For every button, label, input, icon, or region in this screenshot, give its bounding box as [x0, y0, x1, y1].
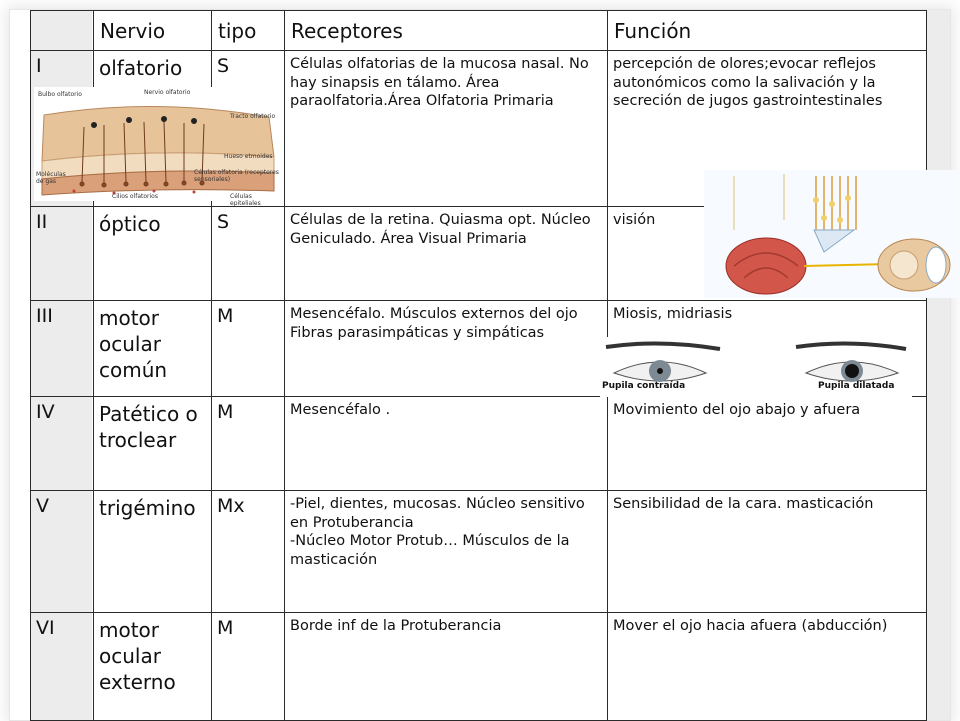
nerve-receptores: Mesencéfalo .: [285, 397, 608, 491]
header-receptores: Receptores: [285, 11, 608, 51]
table-row: [31, 491, 927, 613]
pupil-contracted-label: Pupila contraída: [602, 381, 686, 391]
header-nervio: Nervio: [94, 11, 212, 51]
nerve-funcion: Movimiento del ojo abajo y afuera: [608, 397, 927, 491]
nerve-funcion: Sensibilidad de la cara. masticación: [608, 491, 927, 613]
nerve-funcion: visión: [608, 207, 927, 301]
nerve-number: III: [31, 301, 94, 397]
header-num: [31, 11, 94, 51]
nerve-number: II: [31, 207, 94, 301]
nerve-type: M: [212, 397, 285, 491]
nerve-funcion: Miosis, midriasis: [608, 301, 927, 397]
nerve-number: I: [31, 51, 94, 207]
nerve-type: S: [212, 51, 285, 207]
optic-illustration: [704, 170, 958, 298]
nerve-name: motor ocular común: [94, 301, 212, 397]
nerve-type: S: [212, 207, 285, 301]
nerve-type: M: [212, 613, 285, 721]
pupil-illustration: [600, 337, 912, 397]
nerve-name: trigémino: [94, 491, 212, 613]
nerve-name: Patético o troclear: [94, 397, 212, 491]
label-nervio: Nervio olfatorio: [144, 89, 191, 96]
nerve-receptores: Mesencéfalo. Músculos externos del ojo Fibras parasimpáticas y simpáticas: [285, 301, 608, 397]
nerve-receptores: Células olfatorias de la mucosa nasal. No hay sinapsis en tálamo. Área paraolfatoria.Área Olfatoria Primaria: [285, 51, 608, 207]
header-funcion: Función: [608, 11, 927, 51]
nerve-number: VI: [31, 613, 94, 721]
nerve-funcion: Mover el ojo hacia afuera (abducción): [608, 613, 927, 721]
nerve-number: V: [31, 491, 94, 613]
optic-diagram-icon: [704, 170, 958, 298]
nerve-receptores: Borde inf de la Protuberancia: [285, 613, 608, 721]
label-bulbo: Bulbo olfatorio: [38, 91, 82, 98]
column-shade-right: [926, 10, 950, 720]
nerve-name: olfatorio: [94, 51, 212, 207]
olfactory-diagram-icon: [34, 87, 284, 201]
label-moleculas: Moléculas de gas: [36, 171, 66, 185]
table-row: [31, 397, 927, 491]
label-cilios: Cilios olfatorios: [112, 193, 158, 200]
pupil-dilated-label: Pupila dilatada: [818, 381, 895, 391]
header-tipo: tipo: [212, 11, 285, 51]
nerve-number: IV: [31, 397, 94, 491]
nerve-name: óptico: [94, 207, 212, 301]
label-epiteliales: Células epiteliales: [230, 193, 261, 207]
header-row: [31, 11, 927, 51]
nerve-receptores: -Piel, dientes, mucosas. Núcleo sensitivo en Protuberancia -Núcleo Motor Protub… Músculos de la masticación: [285, 491, 608, 613]
table-row: [31, 613, 927, 721]
olfactory-illustration: [34, 87, 284, 207]
label-tracto: Tracto olfatorio: [230, 113, 276, 120]
nerve-type: M: [212, 301, 285, 397]
nerve-name: motor ocular externo: [94, 613, 212, 721]
label-celulas: Células olfatoria (receptores sensoriales): [194, 169, 279, 183]
nerve-type: Mx: [212, 491, 285, 613]
nerve-funcion: percepción de olores;evocar reflejos autonómicos como la salivación y la secreción de jugos gastrointestinales: [608, 51, 927, 207]
nerve-receptores: Células de la retina. Quiasma opt. Núcleo Geniculado. Área Visual Primaria: [285, 207, 608, 301]
label-hueso: Hueso etmoides: [224, 153, 273, 160]
